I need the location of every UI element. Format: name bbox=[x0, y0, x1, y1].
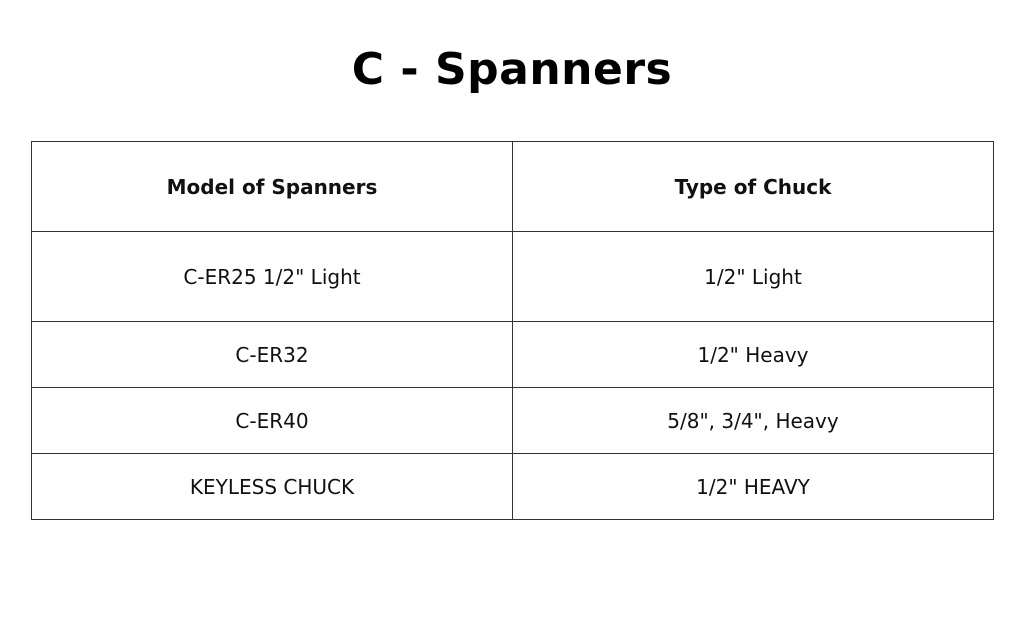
table-cell-model: C-ER32 bbox=[32, 322, 513, 388]
column-header-model: Model of Spanners bbox=[32, 142, 513, 232]
table-row bbox=[32, 388, 994, 454]
page-title: C - Spanners bbox=[351, 44, 673, 95]
table-row bbox=[32, 322, 994, 388]
column-header-chuck-type: Type of Chuck bbox=[513, 142, 994, 232]
table-cell-chuck-type: 1/2" Heavy bbox=[513, 322, 994, 388]
table-cell-model: C-ER25 1/2" Light bbox=[32, 232, 513, 322]
table-header-row bbox=[32, 142, 994, 232]
table-cell-chuck-type: 5/8", 3/4", Heavy bbox=[513, 388, 994, 454]
table-cell-model: C-ER40 bbox=[32, 388, 513, 454]
table-cell-chuck-type: 1/2" HEAVY bbox=[513, 454, 994, 520]
spanner-table bbox=[31, 141, 994, 520]
table-row bbox=[32, 454, 994, 520]
table-cell-chuck-type: 1/2" Light bbox=[513, 232, 994, 322]
table-row bbox=[32, 232, 994, 322]
table-cell-model: KEYLESS CHUCK bbox=[32, 454, 513, 520]
